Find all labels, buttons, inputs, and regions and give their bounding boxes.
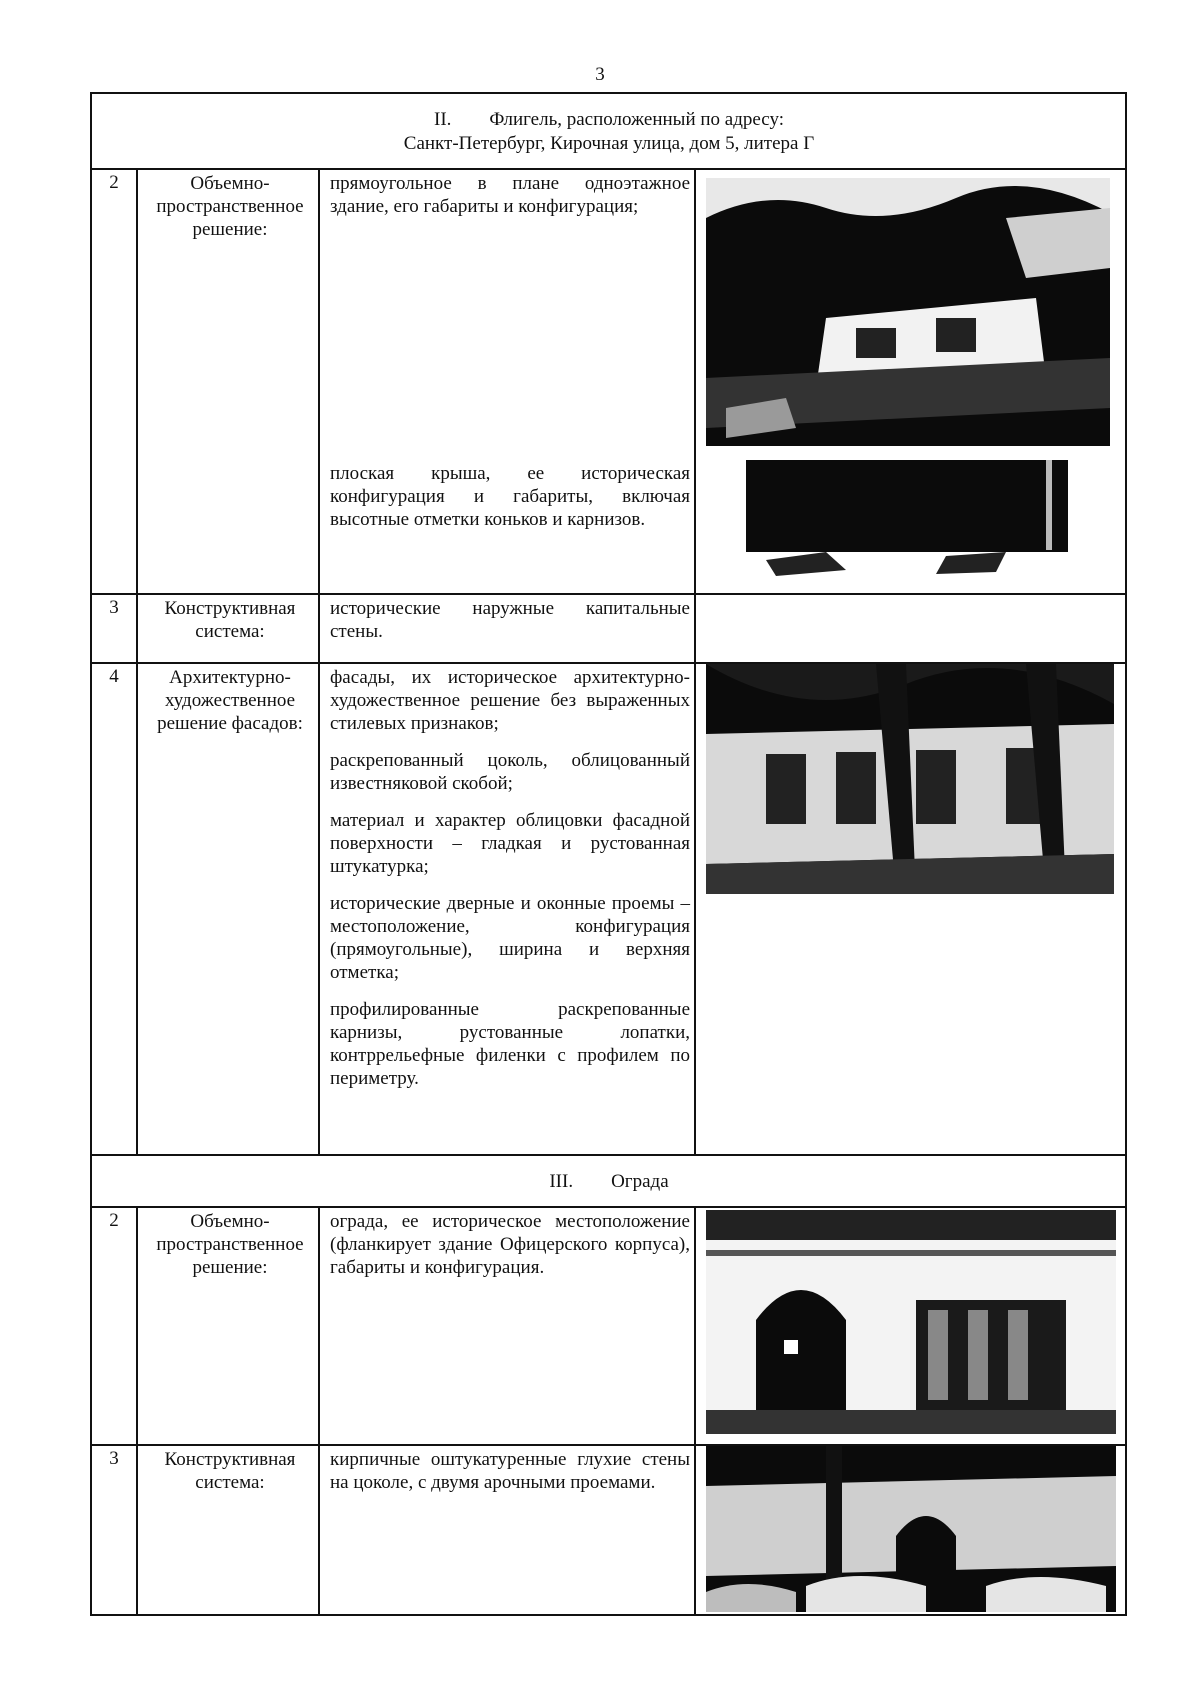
table-border-top xyxy=(90,92,1127,94)
paragraph: материал и характер облицовки фасадной поверхности – гладкая и рустованная штукатурка; xyxy=(330,810,690,877)
col-divider xyxy=(136,168,138,1156)
row-text-block xyxy=(330,666,690,1090)
row-label: Конструктивная система: xyxy=(164,1449,296,1493)
building-photo xyxy=(706,178,1110,446)
row-divider xyxy=(90,593,1127,595)
paragraph: раскрепованный цоколь, облицованный известняковой скобой; xyxy=(330,750,690,794)
table-border-bottom xyxy=(90,1614,1127,1616)
row-text: исторические наружные капитальные стены. xyxy=(330,598,690,642)
col-divider xyxy=(318,168,320,1156)
paragraph: исторические дверные и оконные проемы – местоположение, конфигурация (прямоугольные), ширина и верхняя отметка; xyxy=(330,893,690,983)
col-divider xyxy=(136,1206,138,1616)
section-ii-title: II. Флигель, расположенный по адресу: xyxy=(434,109,784,130)
fence-wall-photo xyxy=(706,1446,1116,1612)
row-number: 3 xyxy=(109,597,119,618)
fence-arch-photo xyxy=(706,1210,1116,1434)
row-text: прямоугольное в плане одноэтажное здание, его габариты и конфигурация; xyxy=(330,173,690,217)
row-label: Конструктивная система: xyxy=(164,598,296,642)
row-divider xyxy=(90,168,1127,170)
row-number: 3 xyxy=(109,1448,119,1469)
col-divider xyxy=(694,168,696,1156)
section-ii-address: Санкт-Петербург, Кирочная улица, дом 5, литера Г xyxy=(403,133,815,154)
row-divider xyxy=(90,1206,1127,1208)
paragraph: профилированные раскрепованные карнизы, рустованные лопатки, контррельефные филенки с профилем по периметру. xyxy=(330,999,690,1089)
roof-photo xyxy=(746,460,1068,578)
paragraph: фасады, их историческое архитектурно-художественное решение без выраженных стилевых признаков; xyxy=(330,667,690,734)
row-text: ограда, ее историческое местоположение (фланкирует здание Офицерского корпуса), габариты и конфигурация. xyxy=(330,1211,690,1278)
row-label: Объемно-пространственное решение: xyxy=(156,173,304,240)
row-label: Объемно-пространственное решение: xyxy=(156,1211,304,1278)
table-border-left xyxy=(90,92,92,1616)
col-divider xyxy=(694,1206,696,1616)
page-number: 3 xyxy=(595,64,605,85)
table-border-right xyxy=(1125,92,1127,1616)
section-iii-title: III. Ограда xyxy=(549,1171,669,1192)
row-label: Архитектурно-художественное решение фасадов: xyxy=(157,667,303,734)
row-number: 2 xyxy=(109,1210,119,1231)
facade-photo xyxy=(706,664,1114,894)
row-text: плоская крыша, ее историческая конфигурация и габариты, включая высотные отметки коньков и карнизов. xyxy=(330,463,690,530)
row-number: 4 xyxy=(109,666,119,687)
row-number: 2 xyxy=(109,172,119,193)
row-text: кирпичные оштукатуренные глухие стены на цоколе, с двумя арочными проемами. xyxy=(330,1449,690,1493)
row-divider xyxy=(90,1154,1127,1156)
